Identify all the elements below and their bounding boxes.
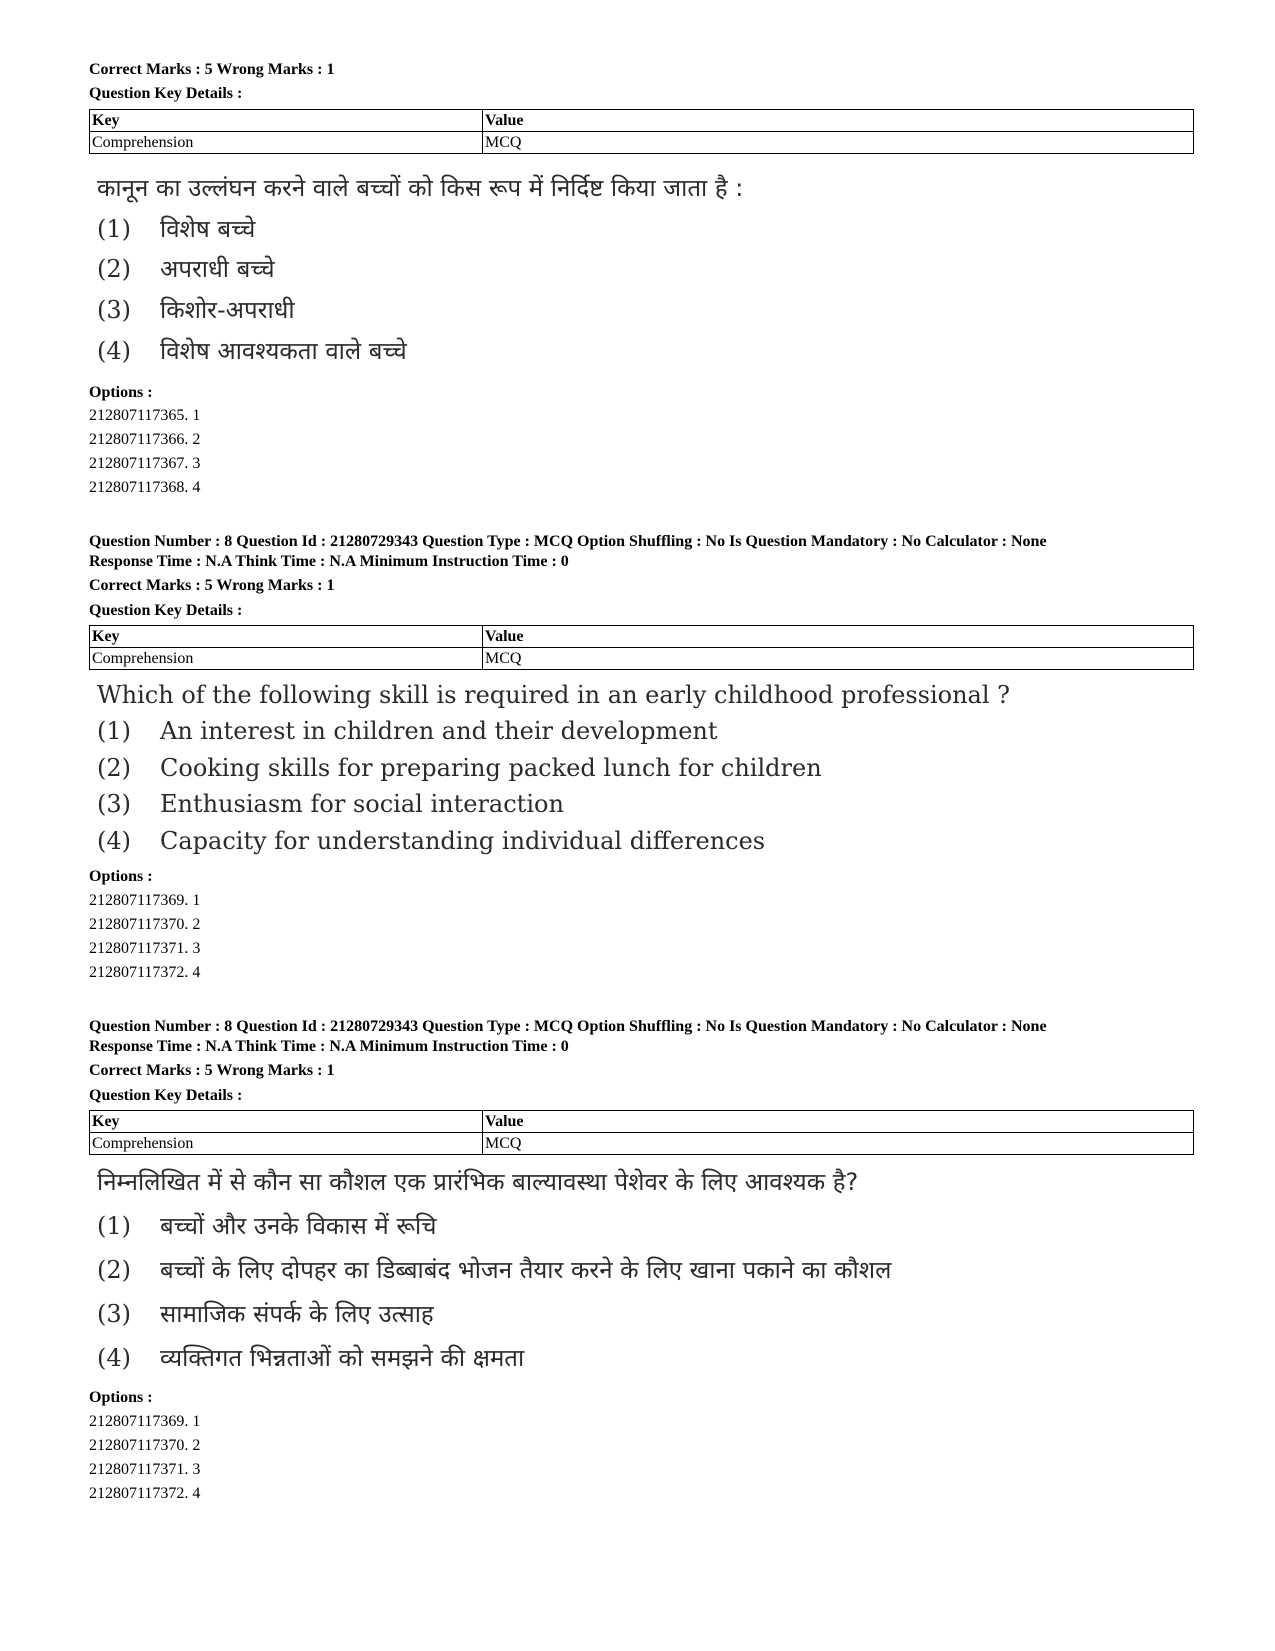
answer-choice [97, 826, 765, 857]
choice-number: (1) [97, 215, 131, 243]
choice-text: विशेष बच्चे [160, 215, 256, 243]
table-header-value: Value [483, 110, 1194, 132]
key-details-table [89, 109, 1194, 154]
answer-choice [97, 214, 255, 245]
table-header-row [90, 110, 1194, 132]
choice-text: विशेष आवश्यकता वाले बच्चे [160, 337, 407, 365]
option-id: 212807117372. 4 [89, 1485, 201, 1502]
table-cell-key: Comprehension [90, 132, 483, 154]
table-header-value: Value [483, 626, 1194, 648]
key-details-label: Question Key Details : [89, 602, 243, 619]
options-label: Options : [89, 1389, 153, 1406]
choice-number: (2) [97, 754, 131, 782]
key-details-label: Question Key Details : [89, 1087, 243, 1104]
table-cell-value: MCQ [483, 648, 1194, 670]
choice-text: बच्चों के लिए दोपहर का डिब्बाबंद भोजन तैयार करने के लिए खाना पकाने का कौशल [160, 1256, 892, 1284]
question-meta-line: Question Number : 8 Question Id : 21280729343 Question Type : MCQ Option Shuffling : No Is Question Mandatory : No Calculator : None [89, 1018, 1047, 1035]
table-header-row [90, 626, 1194, 648]
choice-number: (1) [97, 1212, 131, 1240]
answer-choice [97, 1211, 437, 1242]
choice-text: किशोर-अपराधी [160, 296, 295, 324]
answer-choice [97, 1255, 891, 1286]
options-label: Options : [89, 384, 153, 401]
choice-text: सामाजिक संपर्क के लिए उत्साह [160, 1300, 434, 1328]
table-header-row [90, 1111, 1194, 1133]
choice-text: Cooking skills for preparing packed lunch for children [160, 754, 822, 782]
table-header-key: Key [90, 1111, 483, 1133]
table-row [90, 132, 1194, 154]
marks-line: Correct Marks : 5 Wrong Marks : 1 [89, 577, 335, 594]
choice-text: Enthusiasm for social interaction [160, 790, 564, 818]
choice-number: (4) [97, 827, 131, 855]
option-id: 212807117369. 1 [89, 1413, 201, 1430]
answer-choice [97, 1343, 524, 1374]
table-header-value: Value [483, 1111, 1194, 1133]
option-id: 212807117366. 2 [89, 431, 201, 448]
option-id: 212807117365. 1 [89, 407, 201, 424]
key-details-table [89, 1110, 1194, 1155]
choice-text: व्यक्तिगत भिन्नताओं को समझने की क्षमता [160, 1344, 525, 1372]
table-row [90, 1133, 1194, 1155]
answer-choice [97, 753, 822, 784]
option-id: 212807117371. 3 [89, 940, 201, 957]
answer-choice [97, 716, 718, 747]
question-text: कानून का उल्लंघन करने वाले बच्चों को किस रूप में निर्दिष्ट किया जाता है : [97, 174, 744, 202]
choice-text: Capacity for understanding individual differences [160, 827, 766, 855]
option-id: 212807117367. 3 [89, 455, 201, 472]
key-details-table [89, 625, 1194, 670]
answer-choice [97, 336, 407, 367]
question-text: Which of the following skill is required in an early childhood professional ? [97, 681, 1011, 709]
question-meta-line: Response Time : N.A Think Time : N.A Minimum Instruction Time : 0 [89, 553, 569, 570]
answer-choice [97, 254, 275, 285]
question-meta-line: Question Number : 8 Question Id : 21280729343 Question Type : MCQ Option Shuffling : No Is Question Mandatory : No Calculator : None [89, 533, 1047, 550]
choice-number: (4) [97, 337, 131, 365]
option-id: 212807117371. 3 [89, 1461, 201, 1478]
choice-number: (3) [97, 790, 131, 818]
question-text: निम्नलिखित में से कौन सा कौशल एक प्रारंभिक बाल्यावस्था पेशेवर के लिए आवश्यक है? [97, 1168, 859, 1196]
table-header-key: Key [90, 110, 483, 132]
option-id: 212807117368. 4 [89, 479, 201, 496]
choice-number: (1) [97, 717, 131, 745]
choice-number: (3) [97, 1300, 131, 1328]
option-id: 212807117372. 4 [89, 964, 201, 981]
choice-number: (2) [97, 1256, 131, 1284]
table-cell-key: Comprehension [90, 1133, 483, 1155]
choice-text: बच्चों और उनके विकास में रूचि [160, 1212, 437, 1240]
marks-line: Correct Marks : 5 Wrong Marks : 1 [89, 61, 335, 78]
answer-choice [97, 789, 564, 820]
answer-choice [97, 1299, 434, 1330]
table-cell-key: Comprehension [90, 648, 483, 670]
table-row [90, 648, 1194, 670]
marks-line: Correct Marks : 5 Wrong Marks : 1 [89, 1062, 335, 1079]
choice-number: (3) [97, 296, 131, 324]
choice-text: अपराधी बच्चे [160, 255, 275, 283]
option-id: 212807117370. 2 [89, 916, 201, 933]
table-cell-value: MCQ [483, 1133, 1194, 1155]
options-label: Options : [89, 868, 153, 885]
answer-choice [97, 295, 295, 326]
option-id: 212807117369. 1 [89, 892, 201, 909]
choice-number: (2) [97, 255, 131, 283]
choice-text: An interest in children and their development [160, 717, 718, 745]
table-cell-value: MCQ [483, 132, 1194, 154]
key-details-label: Question Key Details : [89, 85, 243, 102]
choice-number: (4) [97, 1344, 131, 1372]
question-meta-line: Response Time : N.A Think Time : N.A Minimum Instruction Time : 0 [89, 1038, 569, 1055]
option-id: 212807117370. 2 [89, 1437, 201, 1454]
table-header-key: Key [90, 626, 483, 648]
